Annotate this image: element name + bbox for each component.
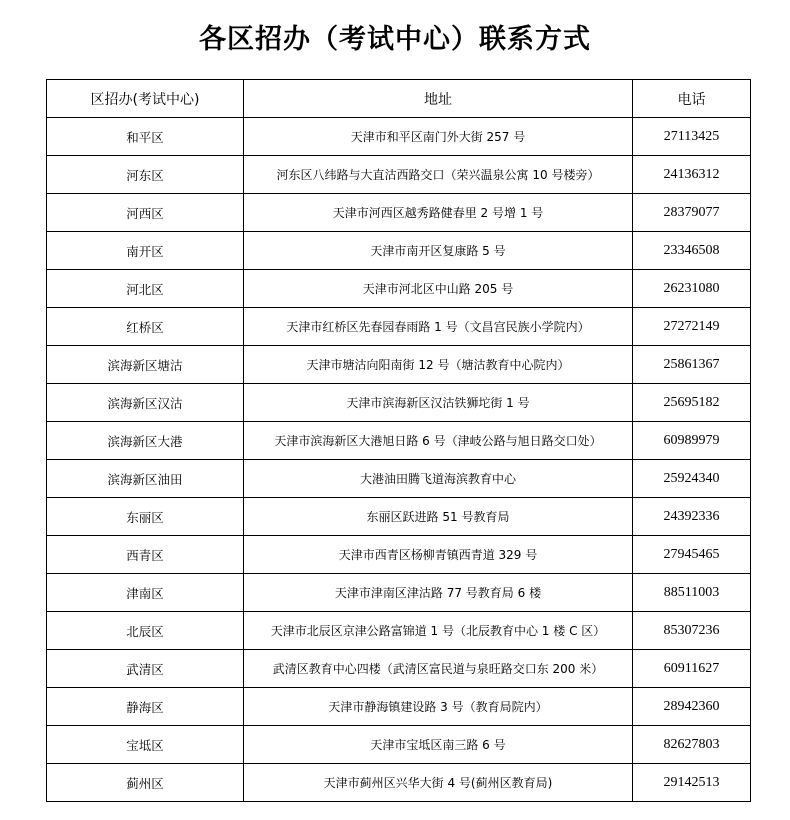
address-cell: 天津市西青区杨柳青镇西青道 329 号 bbox=[244, 536, 633, 574]
address-cell: 天津市滨海新区汉沽铁狮坨街 1 号 bbox=[244, 384, 633, 422]
phone-cell: 28942360 bbox=[633, 688, 751, 726]
address-cell: 天津市津南区津沽路 77 号教育局 6 楼 bbox=[244, 574, 633, 612]
table-row bbox=[47, 422, 751, 460]
district-cell: 东丽区 bbox=[47, 498, 244, 536]
address-cell: 天津市静海镇建设路 3 号（教育局院内） bbox=[244, 688, 633, 726]
table-row bbox=[47, 156, 751, 194]
address-cell: 天津市河西区越秀路健春里 2 号增 1 号 bbox=[244, 194, 633, 232]
table-row bbox=[47, 498, 751, 536]
phone-cell: 27272149 bbox=[633, 308, 751, 346]
district-cell: 南开区 bbox=[47, 232, 244, 270]
phone-cell: 88511003 bbox=[633, 574, 751, 612]
table-row bbox=[47, 764, 751, 802]
table-row bbox=[47, 118, 751, 156]
table-body bbox=[47, 118, 751, 802]
district-cell: 红桥区 bbox=[47, 308, 244, 346]
district-cell: 河西区 bbox=[47, 194, 244, 232]
address-cell: 大港油田腾飞道海滨教育中心 bbox=[244, 460, 633, 498]
column-header-district: 区招办(考试中心) bbox=[47, 80, 244, 118]
table-row bbox=[47, 308, 751, 346]
address-cell: 天津市蓟州区兴华大街 4 号(蓟州区教育局) bbox=[244, 764, 633, 802]
table-row bbox=[47, 460, 751, 498]
column-header-address: 地址 bbox=[244, 80, 633, 118]
address-cell: 天津市河北区中山路 205 号 bbox=[244, 270, 633, 308]
phone-cell: 23346508 bbox=[633, 232, 751, 270]
table-row bbox=[47, 650, 751, 688]
district-cell: 和平区 bbox=[47, 118, 244, 156]
table-header-row bbox=[47, 80, 751, 118]
district-cell: 滨海新区塘沽 bbox=[47, 346, 244, 384]
address-cell: 东丽区跃进路 51 号教育局 bbox=[244, 498, 633, 536]
column-header-phone: 电话 bbox=[633, 80, 751, 118]
district-cell: 滨海新区大港 bbox=[47, 422, 244, 460]
district-cell: 河东区 bbox=[47, 156, 244, 194]
district-cell: 静海区 bbox=[47, 688, 244, 726]
phone-cell: 24392336 bbox=[633, 498, 751, 536]
phone-cell: 28379077 bbox=[633, 194, 751, 232]
phone-cell: 25695182 bbox=[633, 384, 751, 422]
phone-cell: 27113425 bbox=[633, 118, 751, 156]
phone-cell: 60989979 bbox=[633, 422, 751, 460]
address-cell: 天津市红桥区先春园春雨路 1 号（文昌宫民族小学院内） bbox=[244, 308, 633, 346]
address-cell: 天津市南开区复康路 5 号 bbox=[244, 232, 633, 270]
district-cell: 河北区 bbox=[47, 270, 244, 308]
district-cell: 蓟州区 bbox=[47, 764, 244, 802]
district-cell: 津南区 bbox=[47, 574, 244, 612]
district-cell: 武清区 bbox=[47, 650, 244, 688]
phone-cell: 29142513 bbox=[633, 764, 751, 802]
table-row bbox=[47, 574, 751, 612]
district-cell: 滨海新区油田 bbox=[47, 460, 244, 498]
table-row bbox=[47, 270, 751, 308]
address-cell: 天津市宝坻区南三路 6 号 bbox=[244, 726, 633, 764]
address-cell: 武清区教育中心四楼（武清区富民道与泉旺路交口东 200 米） bbox=[244, 650, 633, 688]
phone-cell: 27945465 bbox=[633, 536, 751, 574]
address-cell: 天津市北辰区京津公路富锦道 1 号（北辰教育中心 1 楼 C 区） bbox=[244, 612, 633, 650]
table-row bbox=[47, 384, 751, 422]
address-cell: 天津市滨海新区大港旭日路 6 号（津岐公路与旭日路交口处） bbox=[244, 422, 633, 460]
table-row bbox=[47, 194, 751, 232]
district-cell: 北辰区 bbox=[47, 612, 244, 650]
district-cell: 宝坻区 bbox=[47, 726, 244, 764]
phone-cell: 85307236 bbox=[633, 612, 751, 650]
district-cell: 滨海新区汉沽 bbox=[47, 384, 244, 422]
table-row bbox=[47, 726, 751, 764]
table-row bbox=[47, 612, 751, 650]
phone-cell: 24136312 bbox=[633, 156, 751, 194]
address-cell: 天津市和平区南门外大街 257 号 bbox=[244, 118, 633, 156]
phone-cell: 25861367 bbox=[633, 346, 751, 384]
table-row bbox=[47, 688, 751, 726]
page-title: 各区招办（考试中心）联系方式 bbox=[199, 24, 591, 55]
table-row bbox=[47, 536, 751, 574]
table-row bbox=[47, 232, 751, 270]
phone-cell: 25924340 bbox=[633, 460, 751, 498]
contacts-table bbox=[46, 79, 751, 802]
phone-cell: 26231080 bbox=[633, 270, 751, 308]
address-cell: 河东区八纬路与大直沽西路交口（荣兴温泉公寓 10 号楼旁） bbox=[244, 156, 633, 194]
phone-cell: 82627803 bbox=[633, 726, 751, 764]
district-cell: 西青区 bbox=[47, 536, 244, 574]
address-cell: 天津市塘沽向阳南街 12 号（塘沽教育中心院内） bbox=[244, 346, 633, 384]
phone-cell: 60911627 bbox=[633, 650, 751, 688]
table-row bbox=[47, 346, 751, 384]
